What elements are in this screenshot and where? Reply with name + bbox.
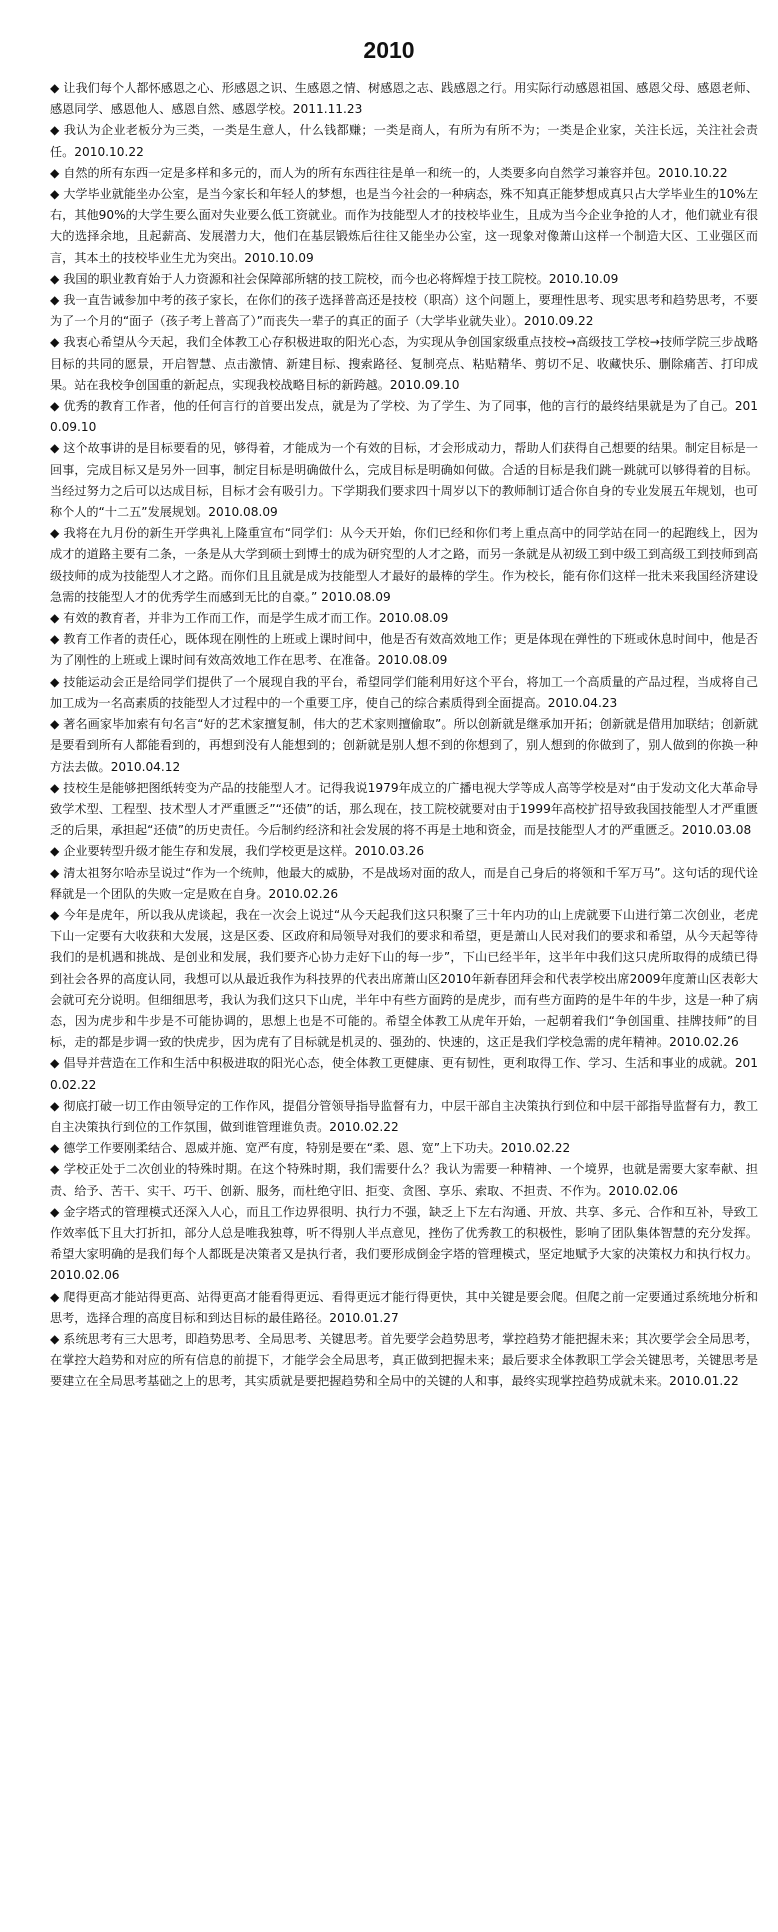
- entry: ◆ 今年是虎年，所以我从虎谈起，我在一次会上说过“从今天起我们这只积聚了三十年内功的山上虎就要下山进行第二次创业，老虎下山一定要有大收获和大发展，这是区委、区政府和局领导对我们的要求和希望，更是萧山人民对我们的要求和希望，从今天起等待我们的是机遇和挑战、是创业和发展，我们要齐心协力走好下山的每一步”，下山已经半年，这半年中我们这只虎所取得的成绩已得到社会各界的高度认同，我想可以从最近我作为科技界的代表出席萧山区2010年新春团拜会和代表学校出席2009年度萧山区表彰大会就可充分说明。但细细思考，我认为我们这只下山虎，半年中有些方面跨的是虎步，而有些方面跨的是牛年的牛步，这是一种了病态，因为虎步和牛步是不可能协调的，思想上也是不可能的。希望全体教工从虎年开始，一起朝着我们“争创国重、挂牌技师”的目标，走的都是步调一致的快虎步，因为虎有了目标就是机灵的、强劲的、快速的，这正是我们学校急需的虎年精神。2010.02.26: [50, 907, 758, 1050]
- entry: ◆ 优秀的教育工作者，他的任何言行的首要出发点，就是为了学校、为了学生、为了同事，他的言行的最终结果就是为了自己。2010.09.10: [50, 399, 758, 435]
- entry: ◆ 我衷心希望从今天起，我们全体教工心存积极进取的阳光心态，为实现从争创国家级重点技校→高级技工学校→技师学院三步战略目标的共同的愿景，开启智慧、点击激情、新建目标、搜索路径、复制亮点、粘贴精华、剪切不足、收藏快乐、删除痛苦、打印成果。站在我校争创国重的新起点，实现我校战略目标的新跨越。2010.09.10: [50, 335, 758, 392]
- entry-list: [0, 78, 778, 1393]
- entry: ◆ 让我们每个人都怀感恩之心、形感恩之识、生感恩之情、树感恩之志、践感恩之行。用实际行动感恩祖国、感恩父母、感恩老师、感恩同学、感恩他人、感恩自然、感恩学校。2011.11.23: [50, 81, 758, 117]
- entry: ◆ 金字塔式的管理模式还深入人心，而且工作边界很明、执行力不强，缺乏上下左右沟通、开放、共享、多元、合作和互补，导致工作效率低下且大打折扣，部分人总是唯我独尊，听不得别人半点意见，挫伤了优秀教工的积极性，影响了团队集体智慧的充分发挥。希望大家明确的是我们每个人都既是决策者又是执行者，我们要形成倒金字塔的管理模式，坚定地赋予大家的决策权力和执行权力。2010.02.06: [50, 1204, 758, 1283]
- entry: ◆ 大学毕业就能坐办公室，是当今家长和年轻人的梦想，也是当今社会的一种病态，殊不知真正能梦想成真只占大学毕业生的10%左右，其他90%的大学生要么面对失业要么低工资就业。而作为技能型人才的技校毕业生，且成为当今企业争抢的人才，他们就业有很大的选择余地，且起薪高、发展潜力大，他们在基层锻炼后往往又能坐办公室，这一现象对像萧山这样一个制造大区、工业强区而言，其本土的技校毕业生尤为突出。2010.10.09: [50, 187, 758, 265]
- entry: ◆ 这个故事讲的是目标要看的见，够得着，才能成为一个有效的目标，才会形成动力，帮助人们获得自己想要的结果。制定目标是一回事，完成目标又是另外一回事，制定目标是明确做什么，完成目标是明确如何做。合适的目标是我们跳一跳就可以够得着的目标。当经过努力之后可以达成目标，目标才会有吸引力。下学期我们要求四十周岁以下的教师制订适合你自身的专业发展五年规划，也可称个人的“十二五”发展规划。2010.08.09: [50, 441, 758, 520]
- entry: ◆ 德学工作要刚柔结合、恩威并施、宽严有度，特别是要在“柔、恩、宽”上下功夫。2010.02.22: [50, 1141, 571, 1156]
- entry: ◆ 教育工作者的责任心，既体现在刚性的上班或上课时间中，他是否有效高效地工作；更是体现在弹性的下班或休息时间中，他是否为了刚性的上班或上课时间有效高效地工作在思考、在准备。2010.08.09: [50, 632, 758, 668]
- entry: ◆ 有效的教育者，并非为工作而工作，而是学生成才而工作。2010.08.09: [50, 611, 449, 626]
- entry: ◆ 著名画家毕加索有句名言“好的艺术家擅复制，伟大的艺术家则擅偷取”。所以创新就是继承加开拓；创新就是借用加联结；创新就是要看到所有人都能看到的，再想到没有人能想到的；创新就是别人想不到的你想到了，别人想到的你做到了，别人做到的你换一种方法去做。2010.04.12: [50, 717, 758, 774]
- entry: ◆ 企业要转型升级才能生存和发展，我们学校更是这样。2010.03.26: [50, 844, 425, 859]
- entry: ◆ 学校正处于二次创业的特殊时期。在这个特殊时期，我们需要什么？我认为需要一种精神、一个境界，也就是需要大家奉献、担责、给予、苦干、实干、巧干、创新、服务，而杜绝守旧、拒变、贪图、享乐、索取、不担责、不作为。2010.02.06: [50, 1162, 758, 1198]
- entry: ◆ 彻底打破一切工作由领导定的工作作风，提倡分管领导指导监督有力，中层干部自主决策执行到位和中层干部指导监督有力，教工自主决策执行到位的工作氛围，做到谁管理谁负责。2010.02.22: [50, 1098, 758, 1134]
- entry: ◆ 系统思考有三大思考，即趋势思考、全局思考、关键思考。首先要学会趋势思考，掌控趋势才能把握未来；其次要学会全局思考，在掌控大趋势和对应的所有信息的前提下，才能学会全局思考，真正做到把握未来；最后要求全体教职工学会关键思考，关键思考是要建立在全局思考基础之上的思考，其实质就是要把握趋势和全局中的关键的人和事，最终实现掌控趋势成就未来。2010.01.22: [50, 1331, 758, 1389]
- entry: ◆ 技能运动会正是给同学们提供了一个展现自我的平台，希望同学们能利用好这个平台，将加工一个高质量的产品过程，当成将自己加工成为一名高素质的技能型人才过程中的一个重要工序，使自己的综合素质得到全面提高。2010.04.23: [50, 674, 758, 710]
- page-title: 2010: [363, 37, 415, 63]
- entry: ◆ 我国的职业教育始于人力资源和社会保障部所辖的技工院校，而今也必将辉煌于技工院校。2010.10.09: [50, 271, 619, 286]
- entry: ◆ 爬得更高才能站得更高、站得更高才能看得更远、看得更远才能行得更快，其中关键是要会爬。但爬之前一定要通过系统地分析和思考，选择合理的高度目标和到达目标的最佳路径。2010.01.27: [50, 1289, 758, 1325]
- entry: ◆ 我一直告诫参加中考的孩子家长，在你们的孩子选择普高还是技校（职高）这个问题上，要理性思考、现实思考和趋势思考，不要为了一个月的“面子（孩子考上普高了）”而丧失一辈子的真正的面子（大学毕业就失业）。2010.09.22: [50, 293, 758, 329]
- entry: ◆ 我将在九月份的新生开学典礼上隆重宣布“同学们：从今天开始，你们已经和你们考上重点高中的同学站在同一的起跑线上，因为成才的道路主要有二条，一条是从大学到硕士到博士的成为研究型的人才之路，而另一条就是从初级工到中级工到高级工到技师到高级技师的成为技能型人才之路。而你们且且就是成为技能型人才最好的最棒的学生。作为校长，能有你们这样一批未来我国经济建设急需的技能型人才的优秀学生而感到无比的自豪。” 2010.08.09: [50, 526, 758, 604]
- entry: ◆ 自然的所有东西一定是多样和多元的，而人为的所有东西往往是单一和统一的，人类要多向自然学习兼容并包。2010.10.22: [50, 165, 728, 180]
- entry: ◆ 我认为企业老板分为三类，一类是生意人，什么钱都赚；一类是商人，有所为有所不为；一类是企业家，关注长远，关注社会责任。2010.10.22: [50, 123, 758, 159]
- entry: ◆ 清太祖努尔哈赤呈说过“作为一个统帅，他最大的威胁，不是战场对面的敌人，而是自己身后的将领和千军万马”。这句话的现代诠释就是一个团队的失败一定是败在自身。2010.02.26: [50, 865, 758, 901]
- entry: ◆ 技校生是能够把图纸转变为产品的技能型人才。记得我说1979年成立的广播电视大学等成人高等学校是对“由于发动文化大革命导致学术型、工程型、技术型人才严重匮乏”“还债”的话，那么现在，技工院校就要对由于1999年高校扩招导致我国技能型人才严重匮乏的后果，承担起“还债”的历史责任。今后制约经济和社会发展的将不再是土地和资金，而是技能型人才的严重匮乏。2010.03.08: [50, 780, 758, 838]
- entry: ◆ 倡导并营造在工作和生活中积极进取的阳光心态，使全体教工更健康、更有韧性，更利取得工作、学习、生活和事业的成就。2010.02.22: [50, 1056, 758, 1092]
